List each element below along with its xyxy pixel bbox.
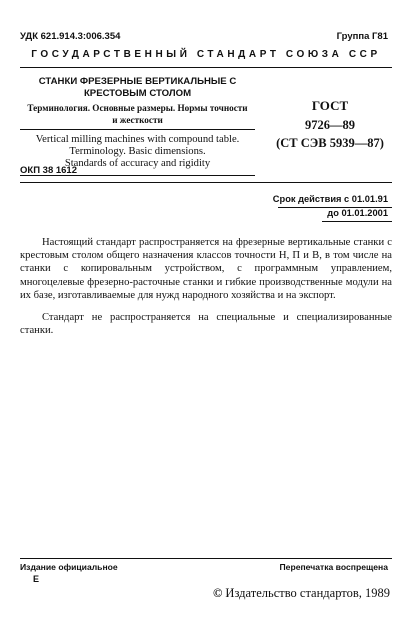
english-title-line-2: Terminology. Basic dimensions. [69, 146, 206, 157]
exclusion-paragraph: Стандарт не распространяется на специальные и специализированные станки. [20, 312, 392, 337]
publisher-text: Издательство стандартов, 1989 [225, 586, 390, 600]
okp-code: ОКП 38 1612 [20, 165, 77, 176]
english-title-line-1: Vertical milling machines with compound table. [35, 134, 240, 145]
footer-rule [20, 558, 392, 559]
edition-letter: E [33, 574, 40, 584]
sev-number: (СТ СЭВ 5939—87) [276, 136, 384, 150]
subtitle-line-1: Терминология. Основные размеры. Нормы точности [27, 103, 248, 113]
reprint-notice: Перепечатка воспрещена [279, 562, 388, 572]
copyright-icon: © [212, 586, 223, 600]
edition-label: Издание официальное [20, 562, 118, 572]
udk-code: УДК 621.914.3:006.354 [20, 31, 121, 42]
subtitle-line-2: и жесткости [112, 115, 163, 125]
header-rule [20, 67, 392, 68]
title-line-1: СТАНКИ ФРЕЗЕРНЫЕ ВЕРТИКАЛЬНЫЕ С [38, 76, 237, 87]
title-line-2: КРЕСТОВЫМ СТОЛОМ [83, 88, 192, 99]
english-title-line-3: Standards of accuracy and rigidity [64, 158, 211, 169]
block-rule [20, 182, 392, 183]
group-code: Группа Г81 [336, 31, 388, 42]
validity-to: до 01.01.2001 [327, 208, 388, 218]
scope-paragraph: Настоящий стандарт распространяется на фрезерные вертикальные станки с крестовым столом общего назначения классов точности Н, П и В, в том числе на станки с копировальным устройством, с программным управлением, многоцелевые фрезерно-расточные станки и гибкие производственные модули на их базе, изготавливаемые для нужд народного хозяйства и на экспорт. [20, 237, 392, 301]
copyright-line [213, 586, 390, 601]
gost-label: ГОСТ [311, 98, 349, 113]
gost-number: 9726—89 [305, 118, 355, 132]
state-standard-banner: ГОСУДАРСТВЕННЫЙ СТАНДАРТ СОЮЗА ССР [31, 49, 381, 60]
validity-rule-2 [322, 221, 392, 222]
validity-from: Срок действия с 01.01.91 [272, 194, 388, 204]
title-rule [20, 129, 255, 130]
